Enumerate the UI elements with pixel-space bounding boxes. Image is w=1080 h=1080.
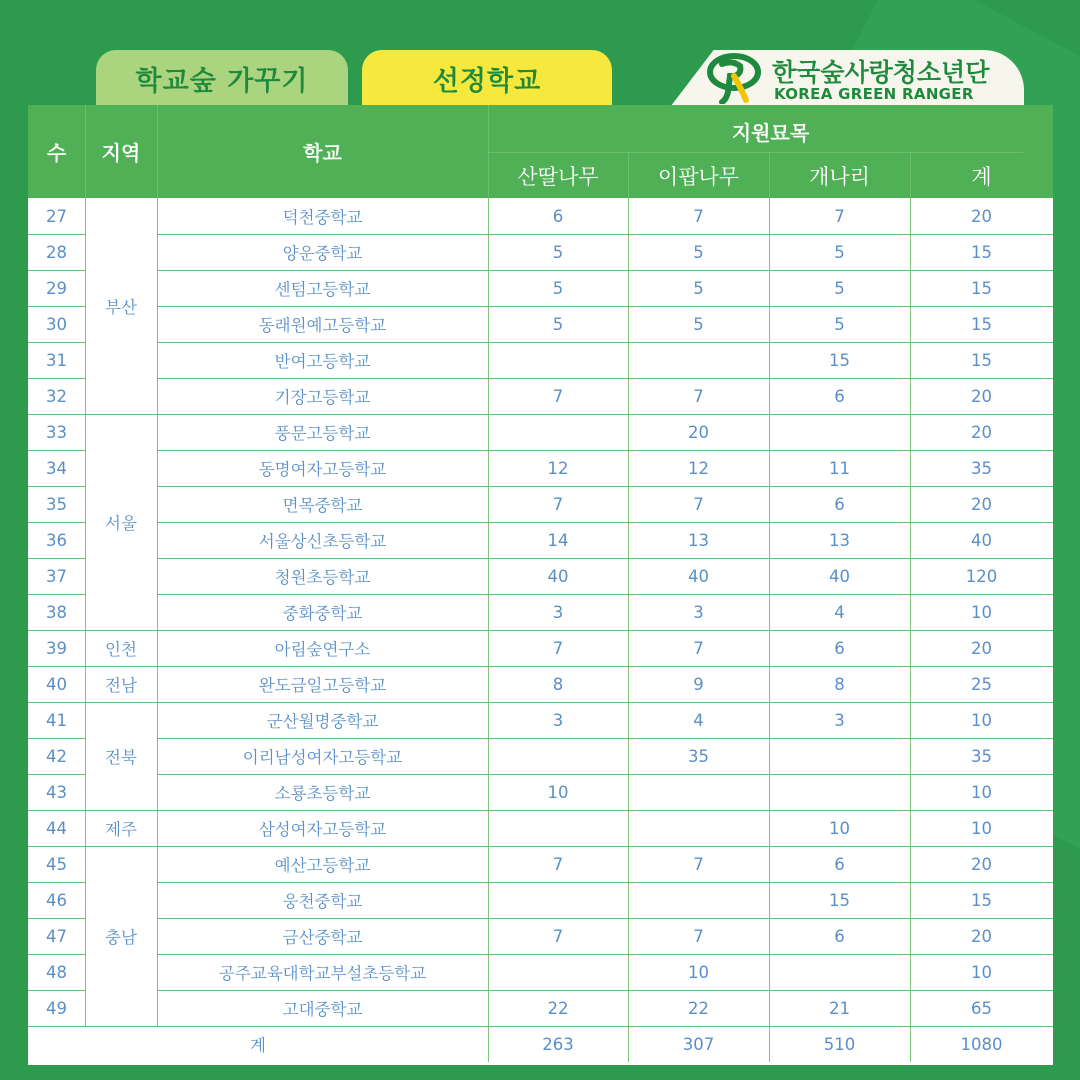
- seedling-count: 4: [834, 602, 845, 622]
- seedling-count: 6: [552, 206, 564, 226]
- seedling-count: 20: [971, 386, 992, 406]
- seedling-count: 7: [552, 494, 564, 514]
- seedling-count: 7: [552, 854, 564, 874]
- seedling-count: 7: [552, 926, 564, 946]
- header-no: 수: [46, 141, 67, 165]
- seedling-count: 11: [829, 458, 850, 478]
- seedling-count: [628, 882, 769, 918]
- seedling-count: 40: [547, 566, 569, 586]
- seedling-count: 5: [552, 314, 564, 334]
- school-name: 소룡초등학교: [274, 784, 371, 803]
- school-name: 금산중학교: [282, 928, 363, 947]
- seedling-count: 15: [971, 314, 992, 334]
- seedling-count: 7: [834, 206, 845, 226]
- header-seedlings: 지원묘목: [731, 120, 810, 145]
- school-name: 삼성여자고등학교: [258, 820, 387, 839]
- row-number: 38: [46, 602, 67, 622]
- seedling-count: 22: [547, 998, 569, 1018]
- seedling-count: 20: [971, 422, 992, 442]
- seedling-count: 4: [693, 710, 704, 730]
- seedling-count: 40: [971, 530, 992, 550]
- school-name: 이리남성여자고등학교: [242, 748, 403, 767]
- seedling-count: 13: [829, 530, 850, 550]
- school-name: 서울상신초등학교: [258, 532, 387, 551]
- seedling-count: 40: [829, 566, 850, 586]
- seedling-count: 10: [971, 818, 992, 838]
- row-number: 32: [46, 386, 67, 406]
- seedling-count: 6: [834, 386, 845, 406]
- seedling-count: 15: [971, 278, 992, 298]
- school-name: 면목중학교: [282, 496, 363, 515]
- row-number: 49: [46, 998, 67, 1018]
- seedling-count: 9: [693, 674, 704, 694]
- seedling-count: 7: [552, 638, 564, 658]
- row-number: 45: [46, 854, 67, 874]
- seedling-count: 7: [693, 206, 704, 226]
- seedling-count: 5: [693, 242, 704, 262]
- seedling-count: 5: [552, 242, 564, 262]
- school-name: 완도금일고등학교: [258, 676, 387, 695]
- school-table: [28, 105, 1053, 1065]
- seedling-count: 20: [971, 854, 992, 874]
- school-name: 동래원예고등학교: [258, 316, 387, 335]
- school-name: 청원초등학교: [274, 568, 371, 587]
- header-region: 지역: [101, 141, 141, 165]
- row-number: 30: [46, 314, 67, 334]
- region-name: 제주: [105, 820, 137, 839]
- seedling-count: 5: [834, 242, 845, 262]
- tab-school-forest[interactable]: 학교숲 가꾸기: [96, 50, 348, 106]
- region-name: 인천: [105, 640, 137, 659]
- seedling-count: 12: [547, 458, 569, 478]
- seedling-count: 5: [834, 314, 845, 334]
- seedling-count: 35: [971, 458, 992, 478]
- header-sub-2: 개나리: [809, 164, 870, 189]
- seedling-count: 7: [693, 494, 704, 514]
- school-name: 고대중학교: [282, 1000, 363, 1019]
- row-number: 43: [46, 782, 67, 802]
- school-name: 공주교육대학교부설초등학교: [218, 964, 427, 983]
- seedling-count: 20: [971, 926, 992, 946]
- row-number: 42: [46, 746, 67, 766]
- row-number: 28: [46, 242, 67, 262]
- row-number: 39: [46, 638, 67, 658]
- row-number: 29: [46, 278, 67, 298]
- seedling-count: 6: [834, 638, 845, 658]
- region-name: 전북: [105, 748, 137, 767]
- seedling-count: 35: [971, 746, 992, 766]
- seedling-count: [628, 342, 769, 378]
- header-col-line: [910, 152, 911, 198]
- seedling-count: 15: [829, 890, 850, 910]
- row-number: 35: [46, 494, 67, 514]
- row-number: 48: [46, 962, 67, 982]
- seedling-count: [769, 738, 910, 774]
- tab-selected-schools[interactable]: 선정학교: [362, 50, 612, 106]
- school-name: 덕천중학교: [282, 208, 363, 227]
- row-number: 47: [46, 926, 67, 946]
- seedling-count: 10: [971, 602, 992, 622]
- seedling-count: 20: [971, 206, 992, 226]
- tree-logo-icon: [706, 52, 762, 104]
- seedling-count: 5: [693, 278, 704, 298]
- seedling-count: [488, 342, 628, 378]
- seedling-count: [769, 414, 910, 450]
- row-number: 41: [46, 710, 67, 730]
- seedling-count: 35: [688, 746, 709, 766]
- seedling-count: 14: [547, 530, 569, 550]
- header-sub-1: 이팝나무: [657, 164, 740, 189]
- seedling-count: 3: [552, 602, 564, 622]
- row-number: 33: [46, 422, 67, 442]
- seedling-count: [488, 738, 628, 774]
- school-name: 동명여자고등학교: [258, 460, 387, 479]
- brand-name-english: KOREA GREEN RANGER: [774, 85, 974, 103]
- header-school: 학교: [303, 141, 342, 165]
- seedling-count: [769, 954, 910, 990]
- school-name: 중화중학교: [282, 604, 363, 623]
- school-name: 군산월명중학교: [266, 712, 379, 731]
- seedling-count: [488, 954, 628, 990]
- seedling-count: 7: [693, 926, 704, 946]
- seedling-count: 20: [688, 422, 709, 442]
- row-number: 27: [46, 206, 67, 226]
- seedling-count: 3: [834, 710, 845, 730]
- seedling-count: 20: [971, 494, 992, 514]
- seedling-count: 5: [552, 278, 564, 298]
- region-name: 충남: [105, 928, 137, 947]
- total-label: 계: [250, 1036, 266, 1055]
- seedling-count: 7: [693, 386, 704, 406]
- seedling-count: [488, 414, 628, 450]
- seedling-count: 25: [971, 674, 992, 694]
- seedling-count: [628, 774, 769, 810]
- seedling-count: 10: [688, 962, 709, 982]
- total-count: 1080: [960, 1034, 1003, 1054]
- header-col-line: [769, 152, 770, 198]
- seedling-count: 13: [688, 530, 709, 550]
- seedling-count: 7: [693, 854, 704, 874]
- seedling-count: 8: [552, 674, 564, 694]
- seedling-count: 21: [829, 998, 850, 1018]
- row-number: 34: [46, 458, 67, 478]
- total-count: 263: [542, 1034, 574, 1054]
- seedling-count: 40: [688, 566, 709, 586]
- header-col-line: [85, 105, 86, 198]
- school-name: 양운중학교: [282, 244, 363, 263]
- school-name: 웅천중학교: [282, 892, 363, 911]
- header-divider: [488, 152, 1023, 153]
- seedling-count: 10: [971, 710, 992, 730]
- header-sub-0: 산딸나무: [517, 164, 599, 189]
- seedling-count: 8: [834, 674, 845, 694]
- seedling-count: 65: [971, 998, 992, 1018]
- seedling-count: 10: [971, 962, 992, 982]
- seedling-count: 6: [834, 494, 845, 514]
- seedling-count: 15: [829, 350, 850, 370]
- school-name: 풍문고등학교: [274, 424, 371, 443]
- seedling-count: 5: [834, 278, 845, 298]
- seedling-count: 15: [971, 350, 992, 370]
- seedling-count: 15: [971, 890, 992, 910]
- seedling-count: [488, 882, 628, 918]
- seedling-count: 12: [688, 458, 709, 478]
- school-name: 센텀고등학교: [274, 280, 371, 299]
- header-col-line: [488, 105, 489, 198]
- header-col-line: [628, 152, 629, 198]
- seedling-count: 20: [971, 638, 992, 658]
- seedling-count: 6: [834, 854, 845, 874]
- row-number: 40: [46, 674, 67, 694]
- seedling-count: 3: [552, 710, 564, 730]
- seedling-count: 15: [971, 242, 992, 262]
- seedling-count: 6: [834, 926, 845, 946]
- seedling-count: [769, 774, 910, 810]
- seedling-count: 5: [693, 314, 704, 334]
- seedling-count: 10: [829, 818, 850, 838]
- school-name: 예산고등학교: [274, 856, 371, 875]
- row-number: 31: [46, 350, 67, 370]
- row-number: 44: [46, 818, 67, 838]
- seedling-count: 120: [965, 566, 998, 586]
- region-name: 부산: [105, 298, 137, 317]
- total-count: 307: [682, 1034, 715, 1054]
- seedling-count: [488, 810, 628, 846]
- seedling-count: 10: [971, 782, 992, 802]
- seedling-count: 10: [547, 782, 569, 802]
- seedling-count: 7: [693, 638, 704, 658]
- seedling-count: [628, 810, 769, 846]
- row-number: 46: [46, 890, 67, 910]
- seedling-count: 22: [688, 998, 709, 1018]
- row-number: 36: [46, 530, 67, 550]
- region-name: 전남: [105, 676, 137, 695]
- row-number: 37: [46, 566, 67, 586]
- header-col-line: [157, 105, 158, 198]
- seedling-count: 3: [693, 602, 704, 622]
- header-sub-3: 계: [971, 164, 992, 189]
- school-name: 반여고등학교: [274, 352, 371, 371]
- total-count: 510: [823, 1034, 856, 1054]
- region-name: 서울: [105, 514, 137, 533]
- school-name: 아림숲연구소: [274, 640, 371, 659]
- school-name: 기장고등학교: [274, 388, 371, 407]
- seedling-count: 7: [552, 386, 564, 406]
- brand-name-korean: 한국숲사랑청소년단: [772, 58, 990, 87]
